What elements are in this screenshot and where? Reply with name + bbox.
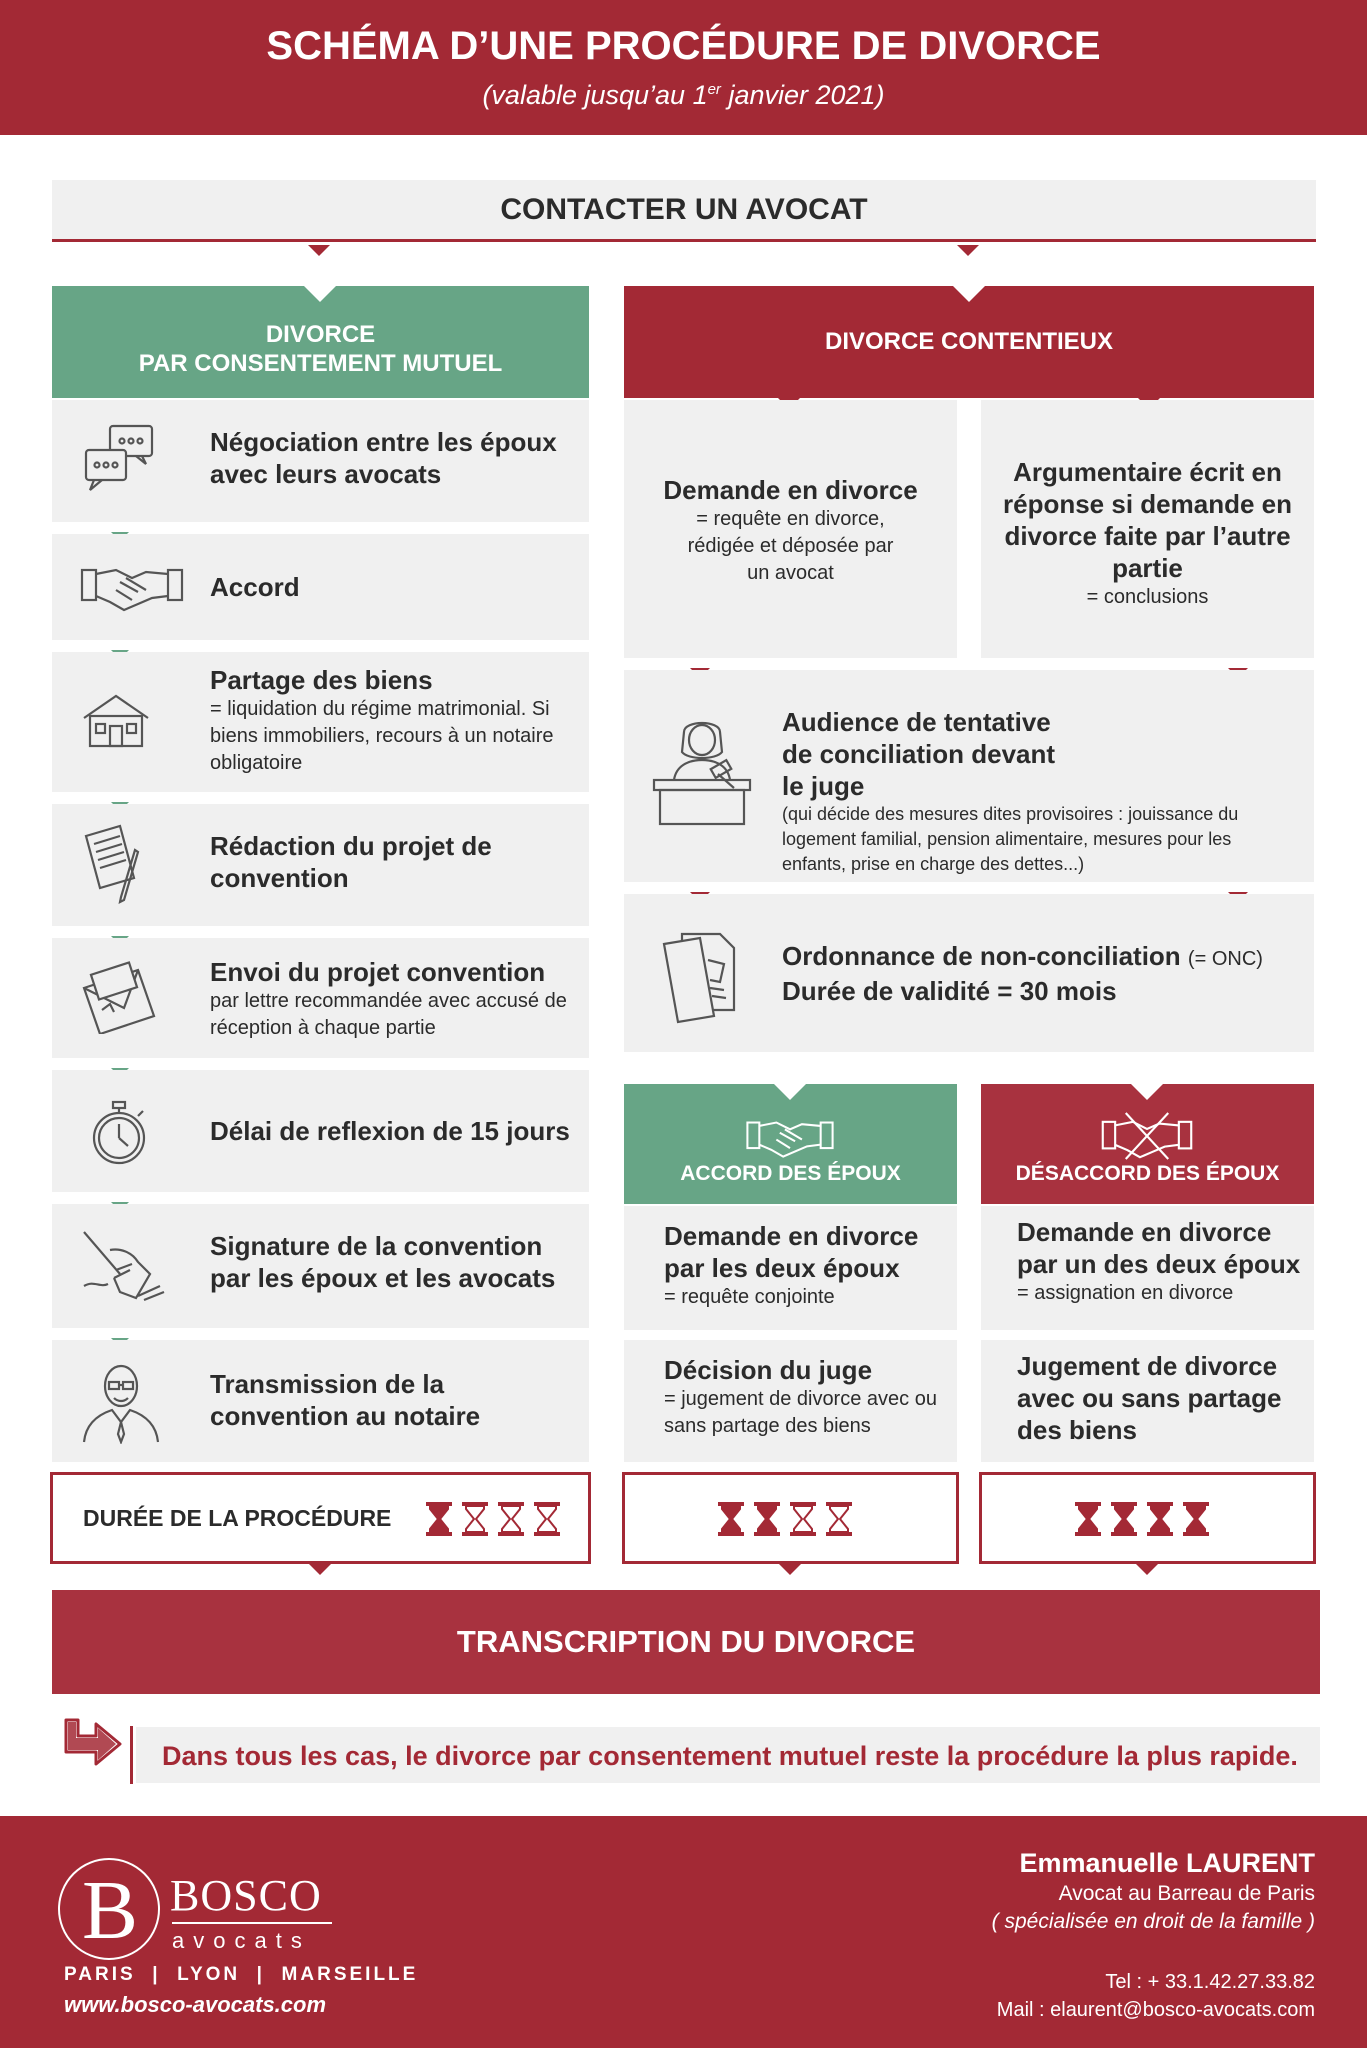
- arrow-down-icon: [953, 286, 985, 302]
- duration-label: DURÉE DE LA PROCÉDURE: [83, 1505, 392, 1531]
- hearing-subtitle: (qui décide des mesures dites provisoires : jouissance du logement familial, pension alimentaire, mesures pour les enfants, prise en charge des dettes...): [782, 804, 1239, 874]
- summons-request-title: Demande en divorce par un des deux époux: [1017, 1217, 1301, 1279]
- step-agreement: [52, 534, 589, 640]
- handshake-icon: [80, 560, 184, 614]
- step-title: Transmission de la convention au notaire: [210, 1369, 481, 1431]
- spouses-disagreement-header: [981, 1084, 1314, 1204]
- document-pen-icon: [80, 822, 150, 904]
- mutual-consent-header: [52, 286, 589, 398]
- divorce-judgment-title: Jugement de divorce avec ou sans partage des biens: [1017, 1351, 1282, 1445]
- lawyer-phone[interactable]: Tel : + 33.1.42.27.33.82: [1105, 1971, 1315, 1993]
- arrow-down-icon: [308, 245, 330, 256]
- turn-arrow-icon: [62, 1716, 124, 1776]
- duration-box-mutual: [50, 1472, 591, 1564]
- mutual-header-line1: DIVORCE: [265, 321, 376, 348]
- logo: [58, 1850, 358, 1960]
- arrow-down-icon: [309, 1564, 331, 1575]
- step-property-division: [52, 652, 589, 792]
- step-title: Accord: [210, 572, 300, 602]
- judge-decision-title: Décision du juge: [664, 1355, 873, 1385]
- hourglass-empty-icon: [497, 1501, 525, 1537]
- hearing-title: Audience de tentative de conciliation devant le juge: [782, 707, 1056, 801]
- step-title: Rédaction du projet de convention: [210, 831, 492, 893]
- contentious-header-label: DIVORCE CONTENTIEUX: [824, 328, 1114, 355]
- step-reflection: [52, 1070, 589, 1192]
- house-icon: [80, 692, 152, 750]
- footer-website[interactable]: www.bosco-avocats.com: [64, 1992, 327, 2017]
- conclusion-note: [136, 1727, 1320, 1783]
- step-transmission: [52, 1340, 589, 1462]
- lawyer-email[interactable]: Mail : elaurent@bosco-avocats.com: [996, 1999, 1315, 2021]
- joint-request-subtitle: = requête conjointe: [664, 1286, 835, 1308]
- hourglass-empty-icon: [461, 1501, 489, 1537]
- arrow-down-icon: [1136, 1564, 1158, 1575]
- step-subtitle: = liquidation du régime matrimonial. Si biens immobiliers, recours à un notaire obligatoire: [210, 698, 554, 774]
- logo-sub: avocats: [172, 1928, 311, 1953]
- contact-lawyer-label: CONTACTER UN AVOCAT: [500, 193, 868, 226]
- step-title: Partage des biens: [210, 665, 433, 695]
- step-sending: [52, 938, 589, 1058]
- agreement-header-label: ACCORD DES ÉPOUX: [680, 1162, 901, 1185]
- documents-icon: [658, 930, 738, 1024]
- hourglass-empty-icon: [825, 1501, 853, 1537]
- hourglass-filled-icon: [1110, 1501, 1138, 1537]
- hourglass-rating: [717, 1501, 861, 1542]
- hourglass-empty-icon: [533, 1501, 561, 1537]
- hourglass-rating: [425, 1501, 569, 1542]
- step-title: Signature de la convention par les époux et les avocats: [210, 1231, 556, 1293]
- step-negotiation: [52, 400, 589, 522]
- note-divider: [130, 1726, 133, 1784]
- notary-icon: [80, 1358, 162, 1444]
- divorce-judgment-box: [981, 1340, 1314, 1462]
- transcription-label: TRANSCRIPTION DU DIVORCE: [456, 1624, 916, 1659]
- duration-box-agreement: [622, 1472, 959, 1564]
- page-title: SCHÉMA D’UNE PROCÉDURE DE DIVORCE: [266, 24, 1101, 68]
- disagreement-header-label: DÉSACCORD DES ÉPOUX: [1015, 1162, 1280, 1185]
- footer-cities: PARIS | LYON | MARSEILLE: [64, 1964, 419, 1985]
- hourglass-filled-icon: [1182, 1501, 1210, 1537]
- logo-letter: B: [82, 1864, 139, 1957]
- judge-decision-box: [624, 1340, 957, 1462]
- onc-note: (= ONC): [1187, 948, 1263, 970]
- lawyer-name: Emmanuelle LAURENT: [1019, 1848, 1315, 1878]
- hourglass-filled-icon: [1074, 1501, 1102, 1537]
- arrow-down-icon: [1131, 1084, 1163, 1100]
- divorce-request-box: [624, 400, 957, 658]
- crossed-handshake-icon: [1101, 1108, 1193, 1164]
- lawyer-specialty: ( spécialisée en droit de la famille ): [991, 1910, 1315, 1933]
- step-signature: [52, 1204, 589, 1328]
- hourglass-filled-icon: [1146, 1501, 1174, 1537]
- conciliation-hearing-box: [624, 670, 1314, 882]
- onc-validity: Durée de validité = 30 mois: [782, 976, 1117, 1006]
- step-title: Négociation entre les époux avec leurs avocats: [210, 427, 557, 489]
- judge-icon: [650, 716, 754, 828]
- summons-request-subtitle: = assignation en divorce: [1017, 1282, 1234, 1304]
- contentious-header: [624, 286, 1314, 398]
- logo-name: BOSCO: [170, 1871, 322, 1920]
- stopwatch-icon: [90, 1100, 148, 1166]
- divorce-request-subtitle: = requête en divorce, rédigée et déposée par un avocat: [687, 508, 894, 584]
- step-title: Envoi du projet convention: [210, 957, 546, 987]
- lawyer-role: Avocat au Barreau de Paris: [1058, 1882, 1315, 1905]
- arrow-down-icon: [957, 245, 979, 256]
- judge-decision-subtitle: = jugement de divorce avec ou sans partage des biens: [664, 1388, 937, 1437]
- handshake-icon: [744, 1114, 836, 1160]
- arrow-down-icon: [779, 1564, 801, 1575]
- hourglass-filled-icon: [717, 1501, 745, 1537]
- hourglass-rating: [1074, 1501, 1218, 1542]
- transcription-banner: [52, 1590, 1320, 1694]
- signing-hand-icon: [80, 1226, 166, 1304]
- conclusion-note-text: Dans tous les cas, le divorce par consentement mutuel reste la procédure la plus rapide.: [162, 1741, 1298, 1771]
- arrow-down-icon: [774, 1084, 806, 1100]
- page-subtitle: (valable jusqu’au 1er janvier 2021): [482, 80, 885, 110]
- arrow-down-icon: [304, 286, 336, 302]
- written-reply-subtitle: = conclusions: [1086, 586, 1209, 608]
- written-reply-box: [981, 400, 1314, 658]
- step-drafting: [52, 804, 589, 926]
- written-reply-title: Argumentaire écrit en réponse si demande en divorce faite par l’autre partie: [1003, 457, 1292, 583]
- logo-underline: [172, 1922, 332, 1924]
- contact-lawyer-bar: [52, 180, 1316, 242]
- step-title: Délai de reflexion de 15 jours: [210, 1116, 570, 1146]
- divorce-request-title: Demande en divorce: [663, 475, 918, 505]
- joint-request-title: Demande en divorce par les deux époux: [664, 1221, 919, 1283]
- spouses-agreement-header: [624, 1084, 957, 1204]
- duration-box-disagreement: [979, 1472, 1316, 1564]
- onc-title: Ordonnance de non-conciliation: [782, 941, 1181, 971]
- step-subtitle: par lettre recommandée avec accusé de réception à chaque partie: [210, 990, 567, 1039]
- chat-bubbles-icon: [80, 422, 158, 494]
- hourglass-filled-icon: [425, 1501, 453, 1537]
- footer: [0, 1816, 1367, 2048]
- header-banner: [0, 0, 1367, 135]
- summons-request-box: [981, 1206, 1314, 1330]
- envelope-icon: [80, 960, 160, 1034]
- non-conciliation-order-box: [624, 894, 1314, 1052]
- mutual-header-line2: PAR CONSENTEMENT MUTUEL: [138, 350, 503, 377]
- hourglass-empty-icon: [789, 1501, 817, 1537]
- joint-request-box: [624, 1206, 957, 1330]
- hourglass-filled-icon: [753, 1501, 781, 1537]
